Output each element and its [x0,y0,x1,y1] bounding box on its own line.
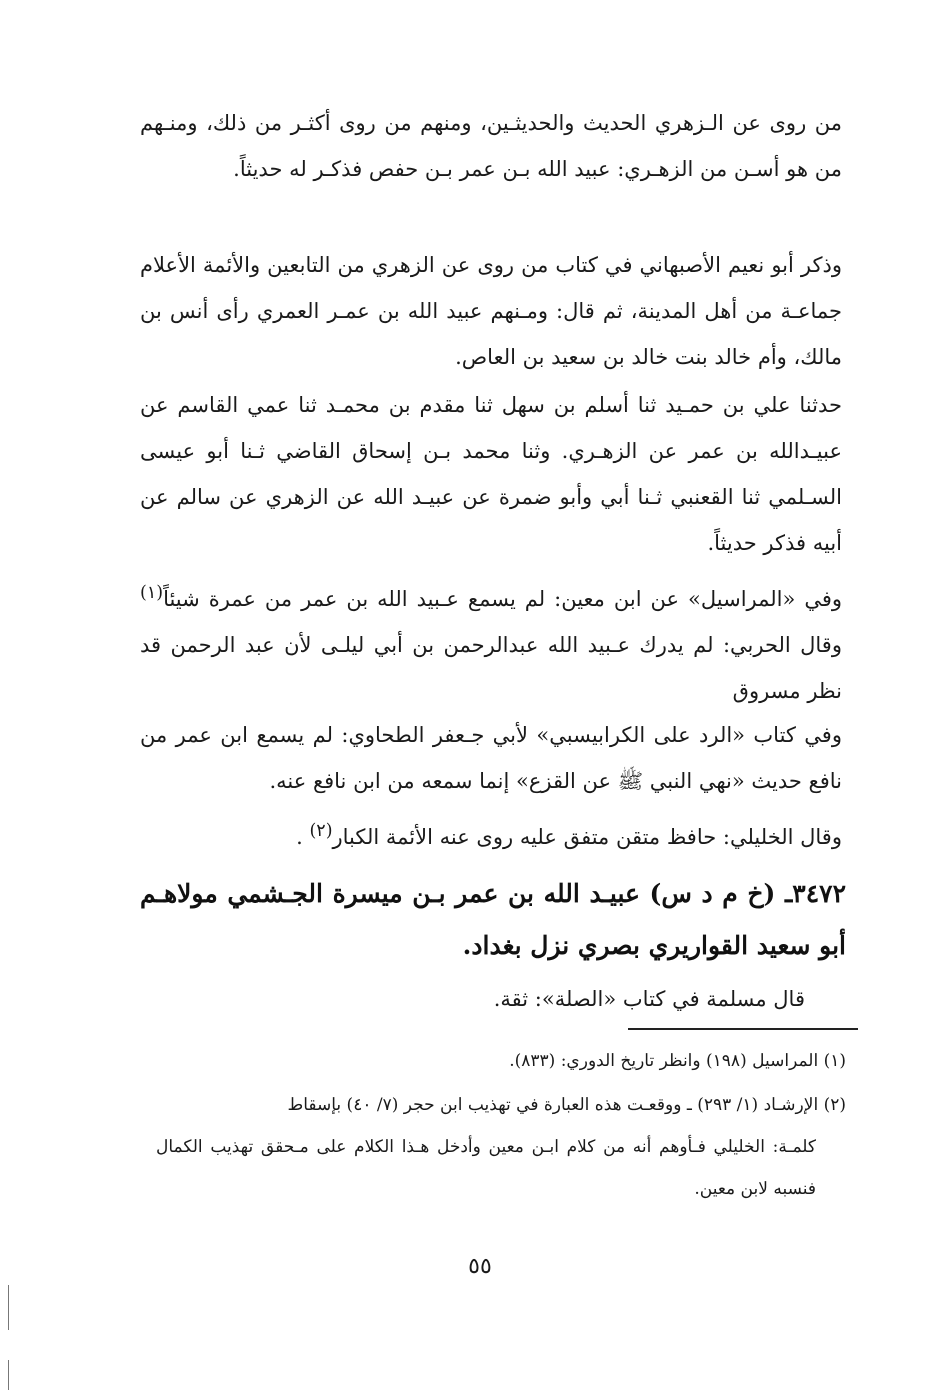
paragraph-maslama: قال مسلمة في كتاب «الصلة»: ثقة. [493,987,805,1011]
marasil-text: وفي «المراسيل» عن ابن معين: لم يسمع عـبيد الله بن عمر من عمرة شيئاً [163,587,842,611]
paragraph-karabisi: وفي كتاب «الرد على الكرابيسبي» لأبي جـعفر الطحاوي: لم يسمع ابن عمر من نافع حديث «نهي النبي ﷺ عن القزع» إنما سمعه من ابن نافع عنه. [140,723,842,793]
entry-heading-3472: ٣٤٧٢ـ (خ م د س) عبيـد الله بن عمر بـن ميسرة الجـشمي مولاهـم أبو سعيد القواريري بصري نزل بغداد. [140,879,846,960]
paragraph-khalili [140,808,842,860]
footnote-1: (١) المراسيل (١٩٨) وانظر تاريخ الدوري: (٨٣٣). [509,1051,846,1071]
footnote-2-continuation: كلمـة: الخليلي فـأوهم أنه من كلام ابـن معين وأدخل هـذا الكلام على مـحقق تهذيب الكمال فنسبه لابن معين. [156,1137,816,1199]
paragraph-abu-nuaym: وذكر أبو نعيم الأصبهاني في كتاب من روى عن الزهري من التابعين والأئمة الأعلام جماعـة من أهل المدينة، ثم قال: ومـنهم عبيد الله بن عمـر العمري رأى أنس بن مالك، وأم خالد بنت خالد بن سعيد بن العاص. [140,253,842,369]
paragraph-zuhri-narrators: من روى عن الـزهري الحديث والحديثـين، ومنهم من روى أكثـر من ذلك، ومنـهم من هو أسـن من الزهـري: عبيد الله بـن عمر بـن حفص فذكـر له حديثاً. [140,111,842,181]
scan-margin-mark [8,1360,9,1390]
page-number: ٥٥ [468,1254,492,1279]
footnote-ref-1: (١) [140,583,164,603]
khalili-end: . [296,825,310,849]
footnote-2-line-1: (٢) الإرشـاد (١/ ٢٩٣) ـ ووقعـت هذه العبارة في تهذيب ابن حجر (٧/ ٤٠) بإسقاط [287,1095,846,1115]
footnote-2 [156,1084,846,1210]
footnote-separator [628,1028,858,1030]
scan-margin-mark [8,1285,9,1330]
footnote-ref-2: (٢) [309,821,333,841]
harbi-text: وقال الحربي: لم يدرك عـبيد الله عبدالرحمن بن أبي ليلـى لأن عبد الرحمن قد نظر مسروق [140,633,842,703]
paragraph-isnad-chain: حدثنا علي بن حمـيد ثنا أسلم بن سهل ثنا مقدم بن محمـد ثنا عمي القاسم عن عبيـدالله بن عمر عن الزهـري. وثنا محمد بـن إسحاق القاضي ثـنا أبو عيسى السـلمي ثنا القعنبي ثـنا أبي وأبو ضمرة عن عبيـد الله عن الزهري عن سالم عن أبيه فذكر حديثاً. [140,393,842,555]
paragraph-marasil [140,570,842,714]
khalili-text: وقال الخليلي: حافظ متقن متفق عليه روى عنه الأئمة الكبار [332,825,842,849]
